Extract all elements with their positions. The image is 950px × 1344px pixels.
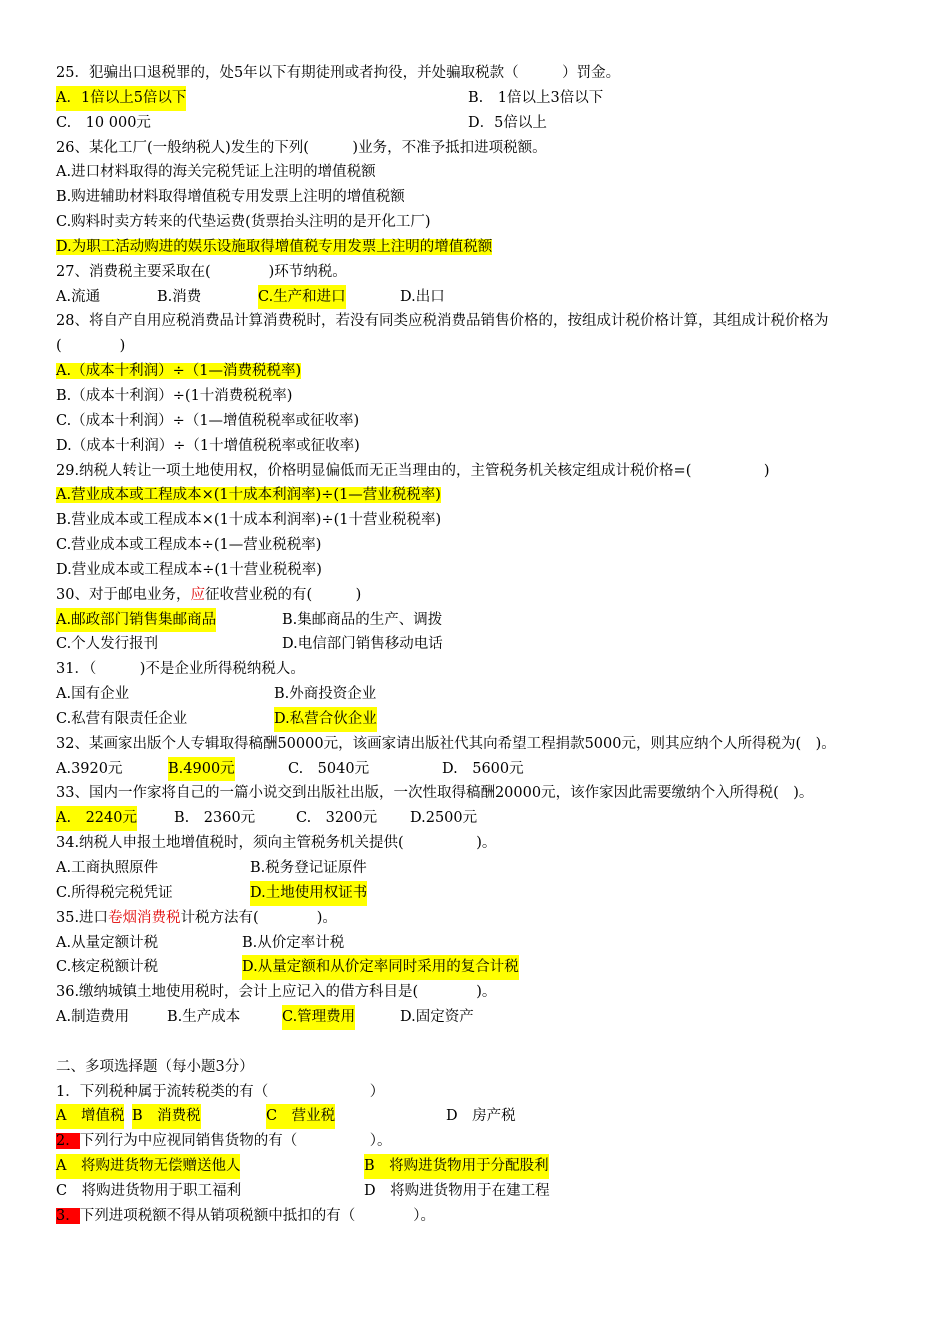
- question-stem: [56, 1129, 896, 1154]
- option-a: A.流通: [56, 288, 101, 305]
- options-row: [56, 856, 896, 881]
- option-d: D.（成本十利润）÷（1十增值税税率或征收率): [56, 437, 360, 454]
- option-a-answer: A．1倍以上5倍以下: [56, 86, 186, 111]
- option-d: D. 5600元: [442, 760, 524, 777]
- stem-text: 下列行为中应视同销售货物的有（ ）。: [79, 1133, 392, 1150]
- question-stem: 1．下列税种属于流转税类的有（ ）: [56, 1083, 385, 1100]
- option-b: B.从价定率计税: [242, 934, 345, 951]
- option-b: B. 1倍以上3倍以下: [468, 89, 604, 106]
- option-d: D 房产税: [446, 1108, 516, 1125]
- question-number-marker: 3．: [56, 1207, 80, 1224]
- option-b-answer: B 消费税: [132, 1104, 201, 1129]
- question-stem: 36.缴纳城镇土地使用税时，会计上应记入的借方科目是( )。: [56, 984, 497, 1001]
- option-d: D.营业成本或工程成本÷(1十营业税税率): [56, 561, 322, 578]
- option-c: C. 5040元: [288, 760, 370, 777]
- options-row: [56, 285, 896, 310]
- stem-text: 35.进口: [56, 909, 109, 926]
- question-stem: 28、将自产自用应税消费品计算消费税时，若没有同类应税消费品销售价格的，按组成计税价格计算，其组成计税价格为( ): [56, 313, 829, 355]
- option-b-answer: B 将购进货物用于分配股利: [364, 1154, 549, 1179]
- option-c-answer: C 营业税: [266, 1104, 335, 1129]
- option-b: B.税务登记证原件: [250, 860, 367, 876]
- stem-red-text: 卷烟消费税: [108, 909, 181, 926]
- option-c: C.私营有限责任企业: [56, 710, 188, 727]
- question-stem: [56, 1204, 896, 1229]
- options-row: [56, 1005, 896, 1030]
- option-c: C.核定税额计税: [56, 959, 159, 976]
- option-a: A.3920元: [56, 760, 123, 777]
- question-stem: 27、消费税主要采取在( )环节纳税。: [56, 263, 347, 280]
- option-a-answer: A. 2240元: [56, 806, 137, 831]
- options-row: [56, 632, 896, 657]
- option-a: A.进口材料取得的海关完税凭证上注明的增值税额: [56, 164, 376, 181]
- question-stem: 29.纳税人转让一项土地使用权，价格明显偏低而无正当理由的，主管税务机关核定组成计税价格=( ): [56, 462, 770, 479]
- option-d: D.电信部门销售移动电话: [282, 636, 443, 653]
- question-stem: 33、国内一作家将自己的一篇小说交到出版社出版，一次性取得稿酬20000元，该作家因此需要缴纳个入所得税( )。: [56, 785, 814, 802]
- option-c-answer: C.生产和进口: [258, 285, 346, 310]
- stem-text: 征收营业税的有( ): [204, 586, 362, 603]
- option-c: C 将购进货物用于职工福利: [56, 1182, 242, 1199]
- option-c: C.所得税完税凭证: [56, 884, 173, 901]
- options-row: [56, 881, 896, 906]
- option-a-answer: A 增值税: [56, 1104, 124, 1129]
- stem-text: 30、对于邮电业务，: [56, 586, 191, 603]
- option-c: C.（成本十利润）÷（1—增值税税率或征收率): [56, 412, 360, 429]
- option-b: B.外商投资企业: [274, 686, 377, 703]
- option-b: B. 2360元: [174, 810, 256, 827]
- option-d-answer: D.私营合伙企业: [274, 707, 377, 732]
- option-a: A.制造费用: [56, 1009, 130, 1026]
- options-row: [56, 931, 896, 956]
- option-c: C.购料时卖方转来的代垫运费(货票抬头注明的是开化工厂): [56, 214, 431, 231]
- option-d-answer: D.为职工活动购进的娱乐设施取得增值税专用发票上注明的增值税额: [56, 238, 493, 255]
- options-row: [56, 955, 896, 980]
- option-a-answer: A.邮政部门销售集邮商品: [56, 608, 216, 633]
- option-b: B.消费: [157, 288, 202, 305]
- option-a-answer: A.营业成本或工程成本×(1十成本利润率)÷(1—营业税税率): [56, 487, 441, 504]
- options-row: [56, 1154, 896, 1179]
- option-b: B.（成本十利润）÷(1十消费税税率): [56, 387, 293, 404]
- option-d-answer: D.土地使用权证书: [250, 881, 367, 906]
- options-row: [56, 1104, 896, 1129]
- stem-text: 计税方法有( )。: [180, 909, 337, 926]
- stem-red-text: 应: [190, 586, 205, 603]
- option-d: D.固定资产: [400, 1009, 474, 1026]
- stem-text: 下列进项税额不得从销项税额中抵扣的有（ ）。: [79, 1207, 435, 1224]
- option-d: D.出口: [400, 288, 445, 305]
- question-stem: [56, 583, 896, 608]
- options-row: [56, 1179, 896, 1204]
- options-row: [56, 111, 896, 136]
- option-c: C. 3200元: [296, 810, 378, 827]
- options-row: [56, 608, 896, 633]
- options-row: [56, 757, 896, 782]
- exam-content: [56, 61, 896, 1229]
- question-stem: 26、某化工厂(一般纳税人)发生的下列( )业务，不准予抵扣进项税额。: [56, 139, 547, 156]
- question-stem: 34.纳税人申报土地增值税时，须向主管税务机关提供( )。: [56, 835, 497, 852]
- option-d: D 将购进货物用于在建工程: [364, 1182, 550, 1199]
- option-c-answer: C.管理费用: [282, 1005, 355, 1030]
- question-stem: 25．犯骗出口退税罪的，处5年以下有期徒刑或者拘役，并处骗取税款（ ）罚金。: [56, 65, 621, 81]
- option-d-answer: D.从量定额和从价定率同时采用的复合计税: [242, 955, 519, 980]
- options-row: [56, 707, 896, 732]
- question-stem: 31．（ )不是企业所得税纳税人。: [56, 661, 305, 678]
- option-b: B.购进辅助材料取得增值税专用发票上注明的增值税额: [56, 189, 405, 206]
- question-number-marker: 2．: [56, 1133, 80, 1150]
- option-a-answer: A 将购进货物无偿赠送他人: [56, 1154, 240, 1179]
- option-c: C.营业成本或工程成本÷(1—营业税税率): [56, 537, 322, 554]
- option-b: B.营业成本或工程成本×(1十成本利润率)÷(1十营业税税率): [56, 512, 442, 529]
- option-a: A.从量定额计税: [56, 934, 159, 951]
- section-heading: 二、多项选择题（每小题3分）: [56, 1058, 254, 1075]
- option-b: B.集邮商品的生产、调拨: [282, 611, 443, 628]
- option-a: A.国有企业: [56, 686, 130, 703]
- options-row: [56, 682, 896, 707]
- option-b: B.生产成本: [167, 1009, 241, 1026]
- spacer: [56, 1030, 896, 1055]
- option-a: A.工商执照原件: [56, 860, 159, 876]
- option-a-answer: A.（成本十利润）÷（1—消费税税率): [56, 363, 302, 380]
- options-row: [56, 86, 896, 111]
- option-c: C.个人发行报刊: [56, 636, 159, 653]
- option-b-answer: B.4900元: [168, 757, 235, 782]
- question-stem: [56, 906, 896, 931]
- options-row: [56, 806, 896, 831]
- option-d: D.2500元: [410, 810, 478, 827]
- option-d: D．5倍以上: [468, 114, 547, 131]
- option-c: C. 10 000元: [56, 114, 151, 131]
- question-stem: 32、某画家出版个人专辑取得稿酬50000元，该画家请出版社代其向希望工程捐款5000元，则其应纳个人所得税为( )。: [56, 735, 836, 752]
